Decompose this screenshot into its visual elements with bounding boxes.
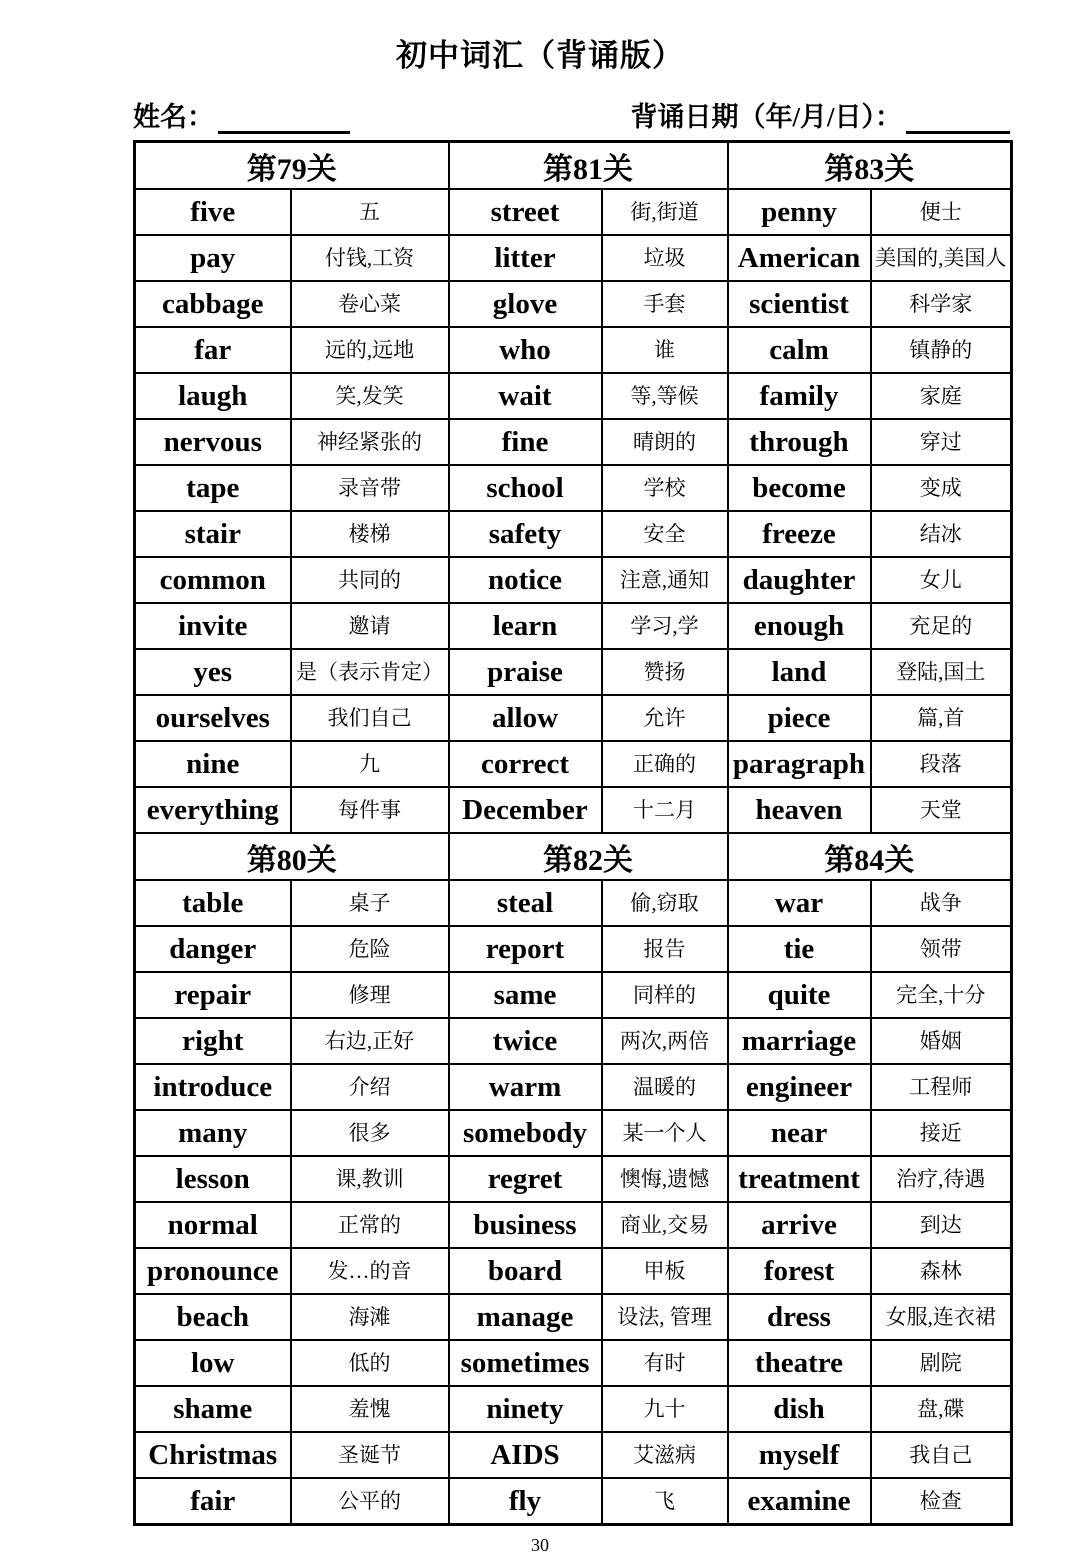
chinese-translation: 变成 xyxy=(871,465,1012,511)
section-header: 第79关 xyxy=(135,142,449,190)
vocab-row xyxy=(135,1018,1012,1064)
chinese-translation: 某一个人 xyxy=(602,1110,728,1156)
chinese-translation: 允许 xyxy=(602,695,728,741)
vocab-row xyxy=(135,1110,1012,1156)
english-word: Christmas xyxy=(135,1432,291,1478)
english-word: arrive xyxy=(728,1202,871,1248)
chinese-translation: 天堂 xyxy=(871,787,1012,833)
english-word: beach xyxy=(135,1294,291,1340)
chinese-translation: 学习,学 xyxy=(602,603,728,649)
section-header: 第81关 xyxy=(449,142,728,190)
chinese-translation: 艾滋病 xyxy=(602,1432,728,1478)
chinese-translation: 十二月 xyxy=(602,787,728,833)
english-word: fair xyxy=(135,1478,291,1525)
name-date-row xyxy=(133,98,1010,134)
section-header-row xyxy=(135,833,1012,880)
vocab-row xyxy=(135,327,1012,373)
english-word: calm xyxy=(728,327,871,373)
chinese-translation: 右边,正好 xyxy=(291,1018,449,1064)
vocab-row xyxy=(135,557,1012,603)
vocab-row xyxy=(135,741,1012,787)
name-label: 姓名： xyxy=(133,102,214,132)
chinese-translation: 两次,两倍 xyxy=(602,1018,728,1064)
english-word: penny xyxy=(728,189,871,235)
chinese-translation: 晴朗的 xyxy=(602,419,728,465)
page-title: 初中词汇（背诵版） xyxy=(396,38,684,73)
chinese-translation: 治疗,待遇 xyxy=(871,1156,1012,1202)
chinese-translation: 邀请 xyxy=(291,603,449,649)
english-word: December xyxy=(449,787,602,833)
english-word: dress xyxy=(728,1294,871,1340)
chinese-translation: 学校 xyxy=(602,465,728,511)
chinese-translation: 危险 xyxy=(291,926,449,972)
chinese-translation: 篇,首 xyxy=(871,695,1012,741)
chinese-translation: 穿过 xyxy=(871,419,1012,465)
chinese-translation: 等,等候 xyxy=(602,373,728,419)
chinese-translation: 街,街道 xyxy=(602,189,728,235)
english-word: scientist xyxy=(728,281,871,327)
english-word: invite xyxy=(135,603,291,649)
vocab-row xyxy=(135,281,1012,327)
english-word: allow xyxy=(449,695,602,741)
english-word: AIDS xyxy=(449,1432,602,1478)
chinese-translation: 发…的音 xyxy=(291,1248,449,1294)
english-word: engineer xyxy=(728,1064,871,1110)
english-word: business xyxy=(449,1202,602,1248)
date-blank-line xyxy=(906,105,1010,134)
date-field xyxy=(630,95,1010,134)
chinese-translation: 笑,发笑 xyxy=(291,373,449,419)
english-word: forest xyxy=(728,1248,871,1294)
vocab-row xyxy=(135,1156,1012,1202)
vocab-row xyxy=(135,926,1012,972)
english-word: myself xyxy=(728,1432,871,1478)
english-word: everything xyxy=(135,787,291,833)
vocab-row xyxy=(135,1478,1012,1525)
english-word: treatment xyxy=(728,1156,871,1202)
english-word: glove xyxy=(449,281,602,327)
english-word: table xyxy=(135,880,291,926)
chinese-translation: 垃圾 xyxy=(602,235,728,281)
english-word: somebody xyxy=(449,1110,602,1156)
chinese-translation: 森林 xyxy=(871,1248,1012,1294)
vocab-row xyxy=(135,1294,1012,1340)
vocab-row xyxy=(135,972,1012,1018)
chinese-translation: 领带 xyxy=(871,926,1012,972)
english-word: land xyxy=(728,649,871,695)
chinese-translation: 赞扬 xyxy=(602,649,728,695)
vocab-row xyxy=(135,1202,1012,1248)
english-word: street xyxy=(449,189,602,235)
english-word: right xyxy=(135,1018,291,1064)
section-header-row xyxy=(135,142,1012,190)
english-word: litter xyxy=(449,235,602,281)
chinese-translation: 段落 xyxy=(871,741,1012,787)
chinese-translation: 远的,远地 xyxy=(291,327,449,373)
english-word: stair xyxy=(135,511,291,557)
english-word: common xyxy=(135,557,291,603)
chinese-translation: 便士 xyxy=(871,189,1012,235)
chinese-translation: 到达 xyxy=(871,1202,1012,1248)
chinese-translation: 镇静的 xyxy=(871,327,1012,373)
english-word: nine xyxy=(135,741,291,787)
vocab-row xyxy=(135,880,1012,926)
english-word: family xyxy=(728,373,871,419)
vocab-row xyxy=(135,189,1012,235)
chinese-translation: 婚姻 xyxy=(871,1018,1012,1064)
chinese-translation: 付钱,工资 xyxy=(291,235,449,281)
chinese-translation: 九十 xyxy=(602,1386,728,1432)
chinese-translation: 充足的 xyxy=(871,603,1012,649)
chinese-translation: 飞 xyxy=(602,1478,728,1525)
english-word: daughter xyxy=(728,557,871,603)
date-label: 背诵日期（年/月/日）： xyxy=(630,102,902,132)
english-word: manage xyxy=(449,1294,602,1340)
english-word: yes xyxy=(135,649,291,695)
english-word: fine xyxy=(449,419,602,465)
chinese-translation: 正确的 xyxy=(602,741,728,787)
chinese-translation: 工程师 xyxy=(871,1064,1012,1110)
vocab-row xyxy=(135,235,1012,281)
chinese-translation: 家庭 xyxy=(871,373,1012,419)
english-word: paragraph xyxy=(728,741,871,787)
english-word: American xyxy=(728,235,871,281)
english-word: tie xyxy=(728,926,871,972)
chinese-translation: 很多 xyxy=(291,1110,449,1156)
english-word: pay xyxy=(135,235,291,281)
english-word: wait xyxy=(449,373,602,419)
english-word: heaven xyxy=(728,787,871,833)
english-word: dish xyxy=(728,1386,871,1432)
english-word: same xyxy=(449,972,602,1018)
english-word: ourselves xyxy=(135,695,291,741)
english-word: freeze xyxy=(728,511,871,557)
english-word: regret xyxy=(449,1156,602,1202)
chinese-translation: 圣诞节 xyxy=(291,1432,449,1478)
english-word: who xyxy=(449,327,602,373)
vocab-row xyxy=(135,603,1012,649)
chinese-translation: 介绍 xyxy=(291,1064,449,1110)
chinese-translation: 登陆,国土 xyxy=(871,649,1012,695)
chinese-translation: 战争 xyxy=(871,880,1012,926)
chinese-translation: 低的 xyxy=(291,1340,449,1386)
chinese-translation: 懊悔,遗憾 xyxy=(602,1156,728,1202)
page-number: 30 xyxy=(531,1535,549,1555)
chinese-translation: 共同的 xyxy=(291,557,449,603)
chinese-translation: 注意,通知 xyxy=(602,557,728,603)
english-word: normal xyxy=(135,1202,291,1248)
chinese-translation: 楼梯 xyxy=(291,511,449,557)
chinese-translation: 完全,十分 xyxy=(871,972,1012,1018)
chinese-translation: 有时 xyxy=(602,1340,728,1386)
chinese-translation: 每件事 xyxy=(291,787,449,833)
english-word: many xyxy=(135,1110,291,1156)
chinese-translation: 神经紧张的 xyxy=(291,419,449,465)
chinese-translation: 我自己 xyxy=(871,1432,1012,1478)
vocab-row xyxy=(135,787,1012,833)
english-word: introduce xyxy=(135,1064,291,1110)
chinese-translation: 女服,连衣裙 xyxy=(871,1294,1012,1340)
english-word: five xyxy=(135,189,291,235)
english-word: learn xyxy=(449,603,602,649)
chinese-translation: 结冰 xyxy=(871,511,1012,557)
english-word: lesson xyxy=(135,1156,291,1202)
vocab-row xyxy=(135,649,1012,695)
chinese-translation: 公平的 xyxy=(291,1478,449,1525)
english-word: shame xyxy=(135,1386,291,1432)
english-word: report xyxy=(449,926,602,972)
chinese-translation: 手套 xyxy=(602,281,728,327)
chinese-translation: 桌子 xyxy=(291,880,449,926)
chinese-translation: 检查 xyxy=(871,1478,1012,1525)
chinese-translation: 是（表示肯定） xyxy=(291,649,449,695)
english-word: piece xyxy=(728,695,871,741)
chinese-translation: 九 xyxy=(291,741,449,787)
english-word: enough xyxy=(728,603,871,649)
chinese-translation: 科学家 xyxy=(871,281,1012,327)
vocab-row xyxy=(135,1386,1012,1432)
english-word: tape xyxy=(135,465,291,511)
chinese-translation: 报告 xyxy=(602,926,728,972)
english-word: nervous xyxy=(135,419,291,465)
chinese-translation: 录音带 xyxy=(291,465,449,511)
chinese-translation: 修理 xyxy=(291,972,449,1018)
chinese-translation: 我们自己 xyxy=(291,695,449,741)
english-word: far xyxy=(135,327,291,373)
section-header: 第82关 xyxy=(449,833,728,880)
vocab-row xyxy=(135,1340,1012,1386)
english-word: cabbage xyxy=(135,281,291,327)
english-word: near xyxy=(728,1110,871,1156)
vocab-row xyxy=(135,695,1012,741)
english-word: steal xyxy=(449,880,602,926)
english-word: theatre xyxy=(728,1340,871,1386)
chinese-translation: 羞愧 xyxy=(291,1386,449,1432)
chinese-translation: 偷,窃取 xyxy=(602,880,728,926)
english-word: through xyxy=(728,419,871,465)
chinese-translation: 谁 xyxy=(602,327,728,373)
english-word: become xyxy=(728,465,871,511)
english-word: safety xyxy=(449,511,602,557)
english-word: war xyxy=(728,880,871,926)
english-word: quite xyxy=(728,972,871,1018)
chinese-translation: 女儿 xyxy=(871,557,1012,603)
english-word: danger xyxy=(135,926,291,972)
english-word: examine xyxy=(728,1478,871,1525)
chinese-translation: 课,教训 xyxy=(291,1156,449,1202)
english-word: ninety xyxy=(449,1386,602,1432)
vocab-row xyxy=(135,373,1012,419)
english-word: school xyxy=(449,465,602,511)
section-header: 第80关 xyxy=(135,833,449,880)
chinese-translation: 五 xyxy=(291,189,449,235)
english-word: board xyxy=(449,1248,602,1294)
vocab-row xyxy=(135,511,1012,557)
vocab-row xyxy=(135,1432,1012,1478)
vocab-row xyxy=(135,1064,1012,1110)
english-word: marriage xyxy=(728,1018,871,1064)
chinese-translation: 甲板 xyxy=(602,1248,728,1294)
english-word: notice xyxy=(449,557,602,603)
english-word: praise xyxy=(449,649,602,695)
chinese-translation: 海滩 xyxy=(291,1294,449,1340)
chinese-translation: 安全 xyxy=(602,511,728,557)
chinese-translation: 剧院 xyxy=(871,1340,1012,1386)
english-word: pronounce xyxy=(135,1248,291,1294)
vocab-row xyxy=(135,419,1012,465)
chinese-translation: 正常的 xyxy=(291,1202,449,1248)
vocab-table xyxy=(133,140,1013,1526)
chinese-translation: 美国的,美国人 xyxy=(871,235,1012,281)
english-word: sometimes xyxy=(449,1340,602,1386)
name-blank-line xyxy=(218,105,350,134)
chinese-translation: 盘,碟 xyxy=(871,1386,1012,1432)
english-word: correct xyxy=(449,741,602,787)
english-word: repair xyxy=(135,972,291,1018)
vocab-row xyxy=(135,465,1012,511)
english-word: laugh xyxy=(135,373,291,419)
chinese-translation: 同样的 xyxy=(602,972,728,1018)
name-field xyxy=(133,95,350,134)
chinese-translation: 温暖的 xyxy=(602,1064,728,1110)
english-word: low xyxy=(135,1340,291,1386)
chinese-translation: 商业,交易 xyxy=(602,1202,728,1248)
content-area xyxy=(133,98,1010,1526)
section-header: 第84关 xyxy=(728,833,1012,880)
chinese-translation: 卷心菜 xyxy=(291,281,449,327)
english-word: warm xyxy=(449,1064,602,1110)
section-header: 第83关 xyxy=(728,142,1012,190)
english-word: twice xyxy=(449,1018,602,1064)
english-word: fly xyxy=(449,1478,602,1525)
vocab-row xyxy=(135,1248,1012,1294)
chinese-translation: 接近 xyxy=(871,1110,1012,1156)
chinese-translation: 设法, 管理 xyxy=(602,1294,728,1340)
